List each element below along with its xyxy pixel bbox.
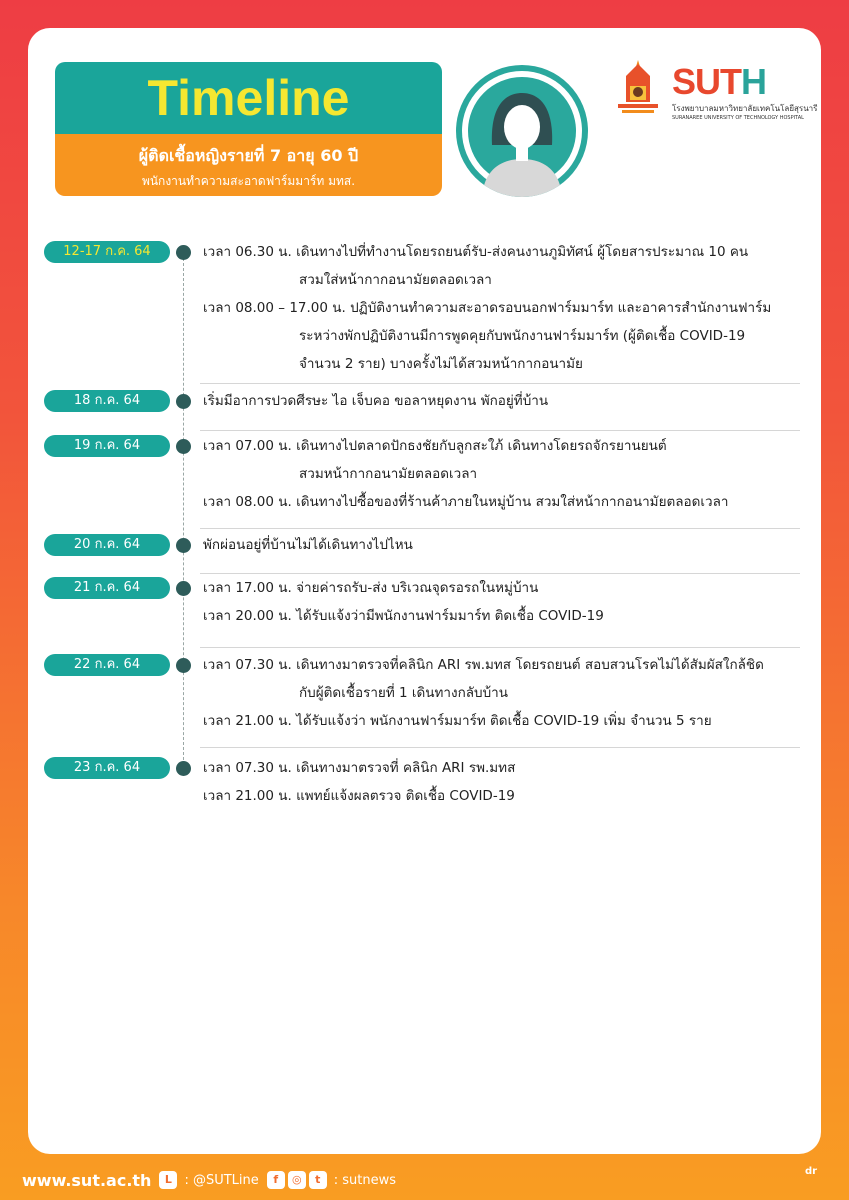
entry-line: เวลา 20.00 น. ได้รับแจ้งว่ามีพนักงานฟาร์มมาร์ท ติดเชื้อ COVID-19 <box>203 608 604 624</box>
timeline-dot <box>176 394 191 409</box>
entry-text <box>203 531 803 559</box>
entry-line: สวมหน้ากากอนามัยตลอดเวลา <box>299 466 478 482</box>
sut-emblem-logo <box>614 58 662 118</box>
timeline-axis <box>183 253 184 770</box>
date-pill: 21 ก.ค. 64 <box>44 577 170 599</box>
entry-line: เวลา 08.00 น. เดินทางไปซื้อของที่ร้านค้าภายในหมู่บ้าน สวมใส่หน้ากากอนามัยตลอดเวลา <box>203 494 729 510</box>
suth-logo <box>672 61 818 121</box>
social-handle: : sutnews <box>333 1172 397 1188</box>
entry-divider <box>200 430 800 431</box>
website-link[interactable]: www.sut.ac.th <box>22 1170 152 1190</box>
footer <box>22 1168 404 1192</box>
entry-line: กับผู้ติดเชื้อรายที่ 1 เดินทางกลับบ้าน <box>299 685 508 701</box>
timeline-dot <box>176 439 191 454</box>
entry-divider <box>200 647 800 648</box>
entry-divider <box>200 528 800 529</box>
line-handle: : @SUTLine <box>184 1172 259 1188</box>
entry-text <box>203 754 803 810</box>
facebook-icon[interactable]: f <box>267 1171 285 1189</box>
title-box <box>55 62 442 196</box>
date-pill: 20 ก.ค. 64 <box>44 534 170 556</box>
date-pill: 18 ก.ค. 64 <box>44 390 170 412</box>
entry-line: เวลา 07.30 น. เดินทางมาตรวจที่คลินิก ARI รพ.มทส โดยรถยนต์ สอบสวนโรคไม่ได้สัมผัสใกล้ชิด <box>203 657 764 673</box>
entry-line: เวลา 06.30 น. เดินทางไปที่ทำงานโดยรถยนต์รับ-ส่งคนงานภูมิทัศน์ ผู้โดยสารประมาณ 10 คน <box>203 244 749 260</box>
entry-line: เวลา 21.00 น. ได้รับแจ้งว่า พนักงานฟาร์มมาร์ท ติดเชื้อ COVID-19 เพิ่ม จำนวน 5 ราย <box>203 713 712 729</box>
suth-thai-name: โรงพยาบาลมหาวิทยาลัยเทคโนโลยีสุรนารี <box>672 104 818 113</box>
date-pill: 19 ก.ค. 64 <box>44 435 170 457</box>
entry-line: ระหว่างพักปฏิบัติงานมีการพูดคุยกับพนักงานฟาร์มมาร์ท (ผู้ติดเชื้อ COVID-19 <box>299 328 746 344</box>
entry-line: พักผ่อนอยู่ที่บ้านไม่ได้เดินทางไปไหน <box>203 537 413 553</box>
entry-line: สวมใส่หน้ากากอนามัยตลอดเวลา <box>299 272 492 288</box>
entry-text <box>203 387 803 415</box>
corner-mark: dr <box>805 1166 818 1177</box>
title-subtitle-box <box>55 134 442 196</box>
timeline-dot <box>176 581 191 596</box>
entry-text <box>203 651 803 735</box>
entry-line: เริ่มมีอาการปวดศีรษะ ไอ เจ็บคอ ขอลาหยุดงาน พักอยู่ที่บ้าน <box>203 393 549 409</box>
line-icon[interactable]: L <box>159 1171 177 1189</box>
entry-line: จำนวน 2 ราย) บางครั้งไม่ได้สวมหน้ากากอนามัย <box>299 356 583 372</box>
entry-line: เวลา 17.00 น. จ่ายค่ารถรับ-ส่ง บริเวณจุดรอรถในหมู่บ้าน <box>203 580 539 596</box>
date-pill: 23 ก.ค. 64 <box>44 757 170 779</box>
date-pill: 12-17 ก.ค. 64 <box>44 241 170 263</box>
twitter-icon[interactable]: t <box>309 1171 327 1189</box>
entry-divider <box>200 747 800 748</box>
entry-line: เวลา 21.00 น. แพทย์แจ้งผลตรวจ ติดเชื้อ COVID-19 <box>203 788 515 804</box>
timeline-dot <box>176 538 191 553</box>
timeline-dot <box>176 245 191 260</box>
entry-line: เวลา 07.00 น. เดินทางไปตลาดปักธงชัยกับลูกสะใภ้ เดินทางโดยรถจักรยานยนต์ <box>203 438 667 454</box>
entry-text <box>203 238 803 378</box>
case-subtitle: ผู้ติดเชื้อหญิงรายที่ 7 อายุ 60 ปี <box>138 146 359 165</box>
occupation-text: พนักงานทำความสะอาดฟาร์มมาร์ท มทส. <box>141 174 356 188</box>
avatar-woman-icon <box>456 65 588 197</box>
instagram-icon[interactable]: ◎ <box>288 1171 306 1189</box>
timeline-dot <box>176 658 191 673</box>
entry-text <box>203 574 803 630</box>
entry-divider <box>200 383 800 384</box>
entry-line: เวลา 08.00 – 17.00 น. ปฏิบัติงานทำความสะอาดรอบนอกฟาร์มมาร์ท และอาคารสำนักงานฟาร์ม <box>203 300 772 316</box>
entry-line: เวลา 07.30 น. เดินทางมาตรวจที่ คลินิก ARI รพ.มทส <box>203 760 516 776</box>
page-title: Timeline <box>55 62 442 134</box>
suth-wordmark: SUTH <box>672 61 766 102</box>
suth-english-name: SURANAREE UNIVERSITY OF TECHNOLOGY HOSPITAL <box>672 115 804 121</box>
date-pill: 22 ก.ค. 64 <box>44 654 170 676</box>
timeline-dot <box>176 761 191 776</box>
entry-text <box>203 432 803 516</box>
